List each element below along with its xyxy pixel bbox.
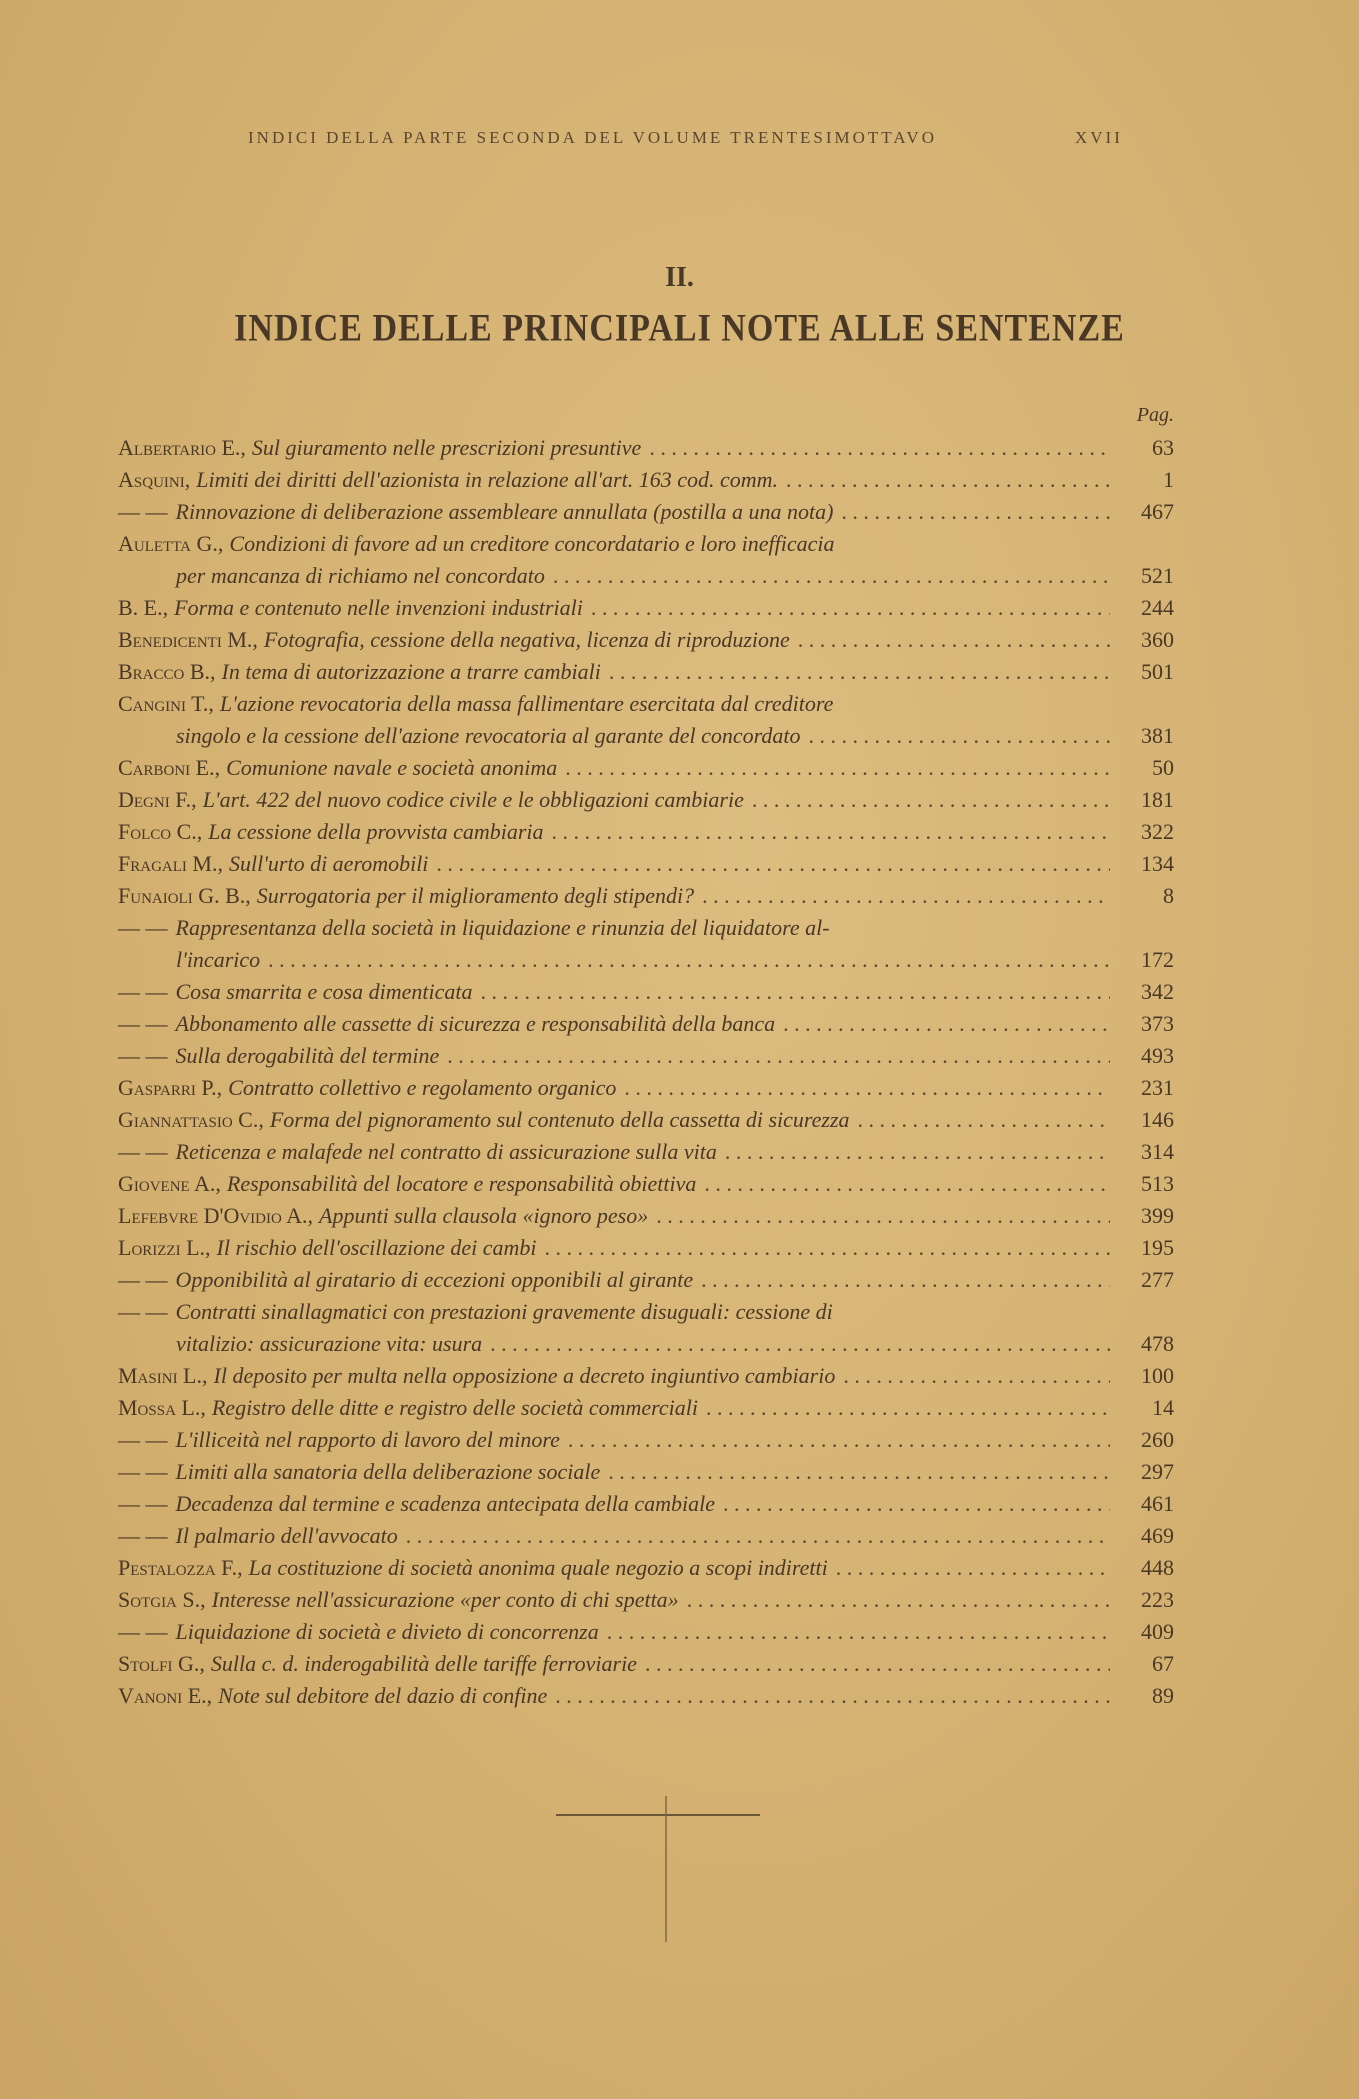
entry-title-continuation: singolo e la cessione dell'azione revocatoria al garante del concordato bbox=[176, 723, 801, 748]
entry-title: Cosa smarrita e cosa dimenticata bbox=[175, 979, 473, 1004]
index-entry bbox=[118, 1520, 1174, 1552]
entry-author: B. E., bbox=[118, 595, 169, 620]
ditto-dash: — — bbox=[118, 1491, 168, 1516]
entry-title-continuation: vitalizio: assicurazione vita: usura bbox=[176, 1331, 483, 1356]
entry-author: Auletta G., bbox=[118, 531, 224, 556]
index-entry bbox=[118, 1104, 1174, 1136]
dot-leader bbox=[447, 1040, 1110, 1072]
index-entry bbox=[118, 1456, 1174, 1488]
dot-leader bbox=[565, 752, 1110, 784]
index-entry-continuation bbox=[118, 560, 1174, 592]
entry-page: 461 bbox=[1141, 1491, 1174, 1516]
entry-title: Sulla derogabilità del termine bbox=[175, 1043, 440, 1068]
running-header: INDICI DELLA PARTE SECONDA DEL VOLUME TRENTESIMOTTAVO bbox=[248, 128, 937, 147]
dot-leader bbox=[609, 656, 1110, 688]
entry-title: Registro delle ditte e registro delle società commerciali bbox=[211, 1395, 698, 1420]
index-entry bbox=[118, 1136, 1174, 1168]
entry-page: 381 bbox=[1141, 723, 1174, 748]
section-number: II. bbox=[665, 262, 694, 293]
entry-author: Stolfi G., bbox=[118, 1651, 205, 1676]
entry-title: Reticenza e malafede nel contratto di assicurazione sulla vita bbox=[175, 1139, 717, 1164]
entry-author: Albertario E., bbox=[118, 435, 246, 460]
entry-title: Liquidazione di società e divieto di concorrenza bbox=[175, 1619, 599, 1644]
ditto-dash: — — bbox=[118, 1427, 168, 1452]
index-list bbox=[118, 432, 1174, 1712]
entry-title: Il deposito per multa nella opposizione a decreto ingiuntivo cambiario bbox=[213, 1363, 836, 1388]
index-entry bbox=[118, 624, 1174, 656]
index-entry bbox=[118, 880, 1174, 912]
index-entry bbox=[118, 496, 1174, 528]
entry-title: Note sul debitore del dazio di confine bbox=[218, 1683, 548, 1708]
dot-leader bbox=[786, 464, 1110, 496]
dot-leader bbox=[490, 1328, 1110, 1360]
ditto-dash: — — bbox=[118, 1299, 168, 1324]
index-entry-continuation bbox=[118, 944, 1174, 976]
index-entry bbox=[118, 1552, 1174, 1584]
index-entry bbox=[118, 1680, 1174, 1712]
index-entry bbox=[118, 528, 1174, 560]
entry-title: Surrogatoria per il miglioramento degli stipendi? bbox=[256, 883, 695, 908]
dot-leader bbox=[836, 1552, 1110, 1584]
dot-leader bbox=[649, 432, 1110, 464]
entry-title: Comunione navale e società anonima bbox=[226, 755, 558, 780]
entry-author: Degni F., bbox=[118, 787, 197, 812]
entry-title: Il palmario dell'avvocato bbox=[175, 1523, 398, 1548]
entry-page: 342 bbox=[1141, 979, 1174, 1004]
ornament-rule bbox=[556, 1814, 760, 1816]
dot-leader bbox=[545, 1232, 1110, 1264]
entry-page: 297 bbox=[1141, 1459, 1174, 1484]
entry-author: Folco C., bbox=[118, 819, 203, 844]
dot-leader bbox=[783, 1008, 1110, 1040]
index-entry bbox=[118, 1392, 1174, 1424]
dot-leader bbox=[701, 1264, 1110, 1296]
entry-page: 244 bbox=[1141, 595, 1174, 620]
entry-title: L'art. 422 del nuovo codice civile e le obbligazioni cambiarie bbox=[202, 787, 744, 812]
entry-page: 409 bbox=[1141, 1619, 1174, 1644]
index-entry bbox=[118, 688, 1174, 720]
entry-title: Responsabilità del locatore e responsabilità obiettiva bbox=[226, 1171, 697, 1196]
dot-leader bbox=[608, 1456, 1110, 1488]
entry-title: La cessione della provvista cambiaria bbox=[208, 819, 544, 844]
entry-title: La costituzione di società anonima quale negozio a scopi indiretti bbox=[248, 1555, 828, 1580]
dot-leader bbox=[798, 624, 1110, 656]
index-entry bbox=[118, 784, 1174, 816]
ditto-dash: — — bbox=[118, 1011, 168, 1036]
dot-leader bbox=[723, 1488, 1110, 1520]
dot-leader bbox=[436, 848, 1110, 880]
entry-author: Giannattasio C., bbox=[118, 1107, 264, 1132]
index-entry bbox=[118, 464, 1174, 496]
index-entry bbox=[118, 1296, 1174, 1328]
entry-author: Lefebvre D'Ovidio A., bbox=[118, 1203, 314, 1228]
entry-title: Fotografia, cessione della negativa, licenza di riproduzione bbox=[263, 627, 790, 652]
entry-page: 89 bbox=[1152, 1683, 1174, 1708]
entry-page: 181 bbox=[1141, 787, 1174, 812]
dot-leader bbox=[555, 1680, 1110, 1712]
entry-title-continuation: per mancanza di richiamo nel concordato bbox=[176, 563, 545, 588]
entry-title: Contratti sinallagmatici con prestazioni gravemente disuguali: cessione di bbox=[175, 1299, 833, 1324]
index-entry bbox=[118, 1424, 1174, 1456]
entry-page: 134 bbox=[1141, 851, 1174, 876]
dot-leader bbox=[645, 1648, 1110, 1680]
entry-title: Limiti alla sanatoria della deliberazione sociale bbox=[175, 1459, 601, 1484]
ditto-dash: — — bbox=[118, 499, 168, 524]
dot-leader bbox=[843, 1360, 1110, 1392]
entry-title: Sulla c. d. inderogabilità delle tariffe ferroviarie bbox=[210, 1651, 637, 1676]
entry-page: 172 bbox=[1141, 947, 1174, 972]
entry-title-continuation: l'incarico bbox=[176, 947, 261, 972]
dot-leader bbox=[704, 1168, 1110, 1200]
ditto-dash: — — bbox=[118, 1523, 168, 1548]
index-entry bbox=[118, 752, 1174, 784]
index-entry bbox=[118, 1200, 1174, 1232]
dot-leader bbox=[552, 816, 1110, 848]
index-entry bbox=[118, 656, 1174, 688]
entry-page: 231 bbox=[1141, 1075, 1174, 1100]
entry-page: 493 bbox=[1141, 1043, 1174, 1068]
index-entry bbox=[118, 1584, 1174, 1616]
entry-page: 195 bbox=[1141, 1235, 1174, 1260]
dot-leader bbox=[702, 880, 1110, 912]
entry-page: 50 bbox=[1152, 755, 1174, 780]
dot-leader bbox=[607, 1616, 1110, 1648]
index-entry bbox=[118, 592, 1174, 624]
index-entry bbox=[118, 848, 1174, 880]
entry-title: In tema di autorizzazione a trarre cambiali bbox=[221, 659, 601, 684]
dot-leader bbox=[568, 1424, 1110, 1456]
index-entry bbox=[118, 1616, 1174, 1648]
entry-page: 67 bbox=[1152, 1651, 1174, 1676]
index-entry bbox=[118, 1040, 1174, 1072]
entry-title: L'illiceità nel rapporto di lavoro del minore bbox=[175, 1427, 560, 1452]
entry-page: 314 bbox=[1141, 1139, 1174, 1164]
entry-title: Forma del pignoramento sul contenuto della cassetta di sicurezza bbox=[269, 1107, 850, 1132]
entry-page: 322 bbox=[1141, 819, 1174, 844]
entry-page: 478 bbox=[1141, 1331, 1174, 1356]
index-entry bbox=[118, 1648, 1174, 1680]
entry-title: Rinnovazione di deliberazione assembleare annullata (postilla a una nota) bbox=[175, 499, 834, 524]
entry-page: 399 bbox=[1141, 1203, 1174, 1228]
dot-leader bbox=[624, 1072, 1110, 1104]
entry-author: Pestalozza F., bbox=[118, 1555, 243, 1580]
entry-page: 260 bbox=[1141, 1427, 1174, 1452]
dot-leader bbox=[706, 1392, 1110, 1424]
entry-title: Limiti dei diritti dell'azionista in relazione all'art. 163 cod. comm. bbox=[196, 467, 779, 492]
ditto-dash: — — bbox=[118, 915, 168, 940]
index-entry bbox=[118, 816, 1174, 848]
page-column-label: Pag. bbox=[1136, 404, 1174, 426]
ornament-crease bbox=[665, 1796, 667, 1942]
entry-page: 521 bbox=[1141, 563, 1174, 588]
entry-page: 8 bbox=[1163, 883, 1174, 908]
entry-author: Bracco B., bbox=[118, 659, 216, 684]
entry-author: Masini L., bbox=[118, 1363, 208, 1388]
dot-leader bbox=[841, 496, 1110, 528]
dot-leader bbox=[553, 560, 1110, 592]
dot-leader bbox=[725, 1136, 1110, 1168]
ditto-dash: — — bbox=[118, 1619, 168, 1644]
index-entry bbox=[118, 1008, 1174, 1040]
section-title: INDICE DELLE PRINCIPALI NOTE ALLE SENTENZE bbox=[234, 307, 1125, 350]
entry-page: 100 bbox=[1141, 1363, 1174, 1388]
entry-page: 448 bbox=[1141, 1555, 1174, 1580]
index-entry bbox=[118, 1360, 1174, 1392]
entry-page: 223 bbox=[1141, 1587, 1174, 1612]
index-entry-continuation bbox=[118, 1328, 1174, 1360]
entry-page: 360 bbox=[1141, 627, 1174, 652]
entry-title: Forma e contenuto nelle invenzioni industriali bbox=[174, 595, 583, 620]
entry-title: Opponibilità al giratario di eccezioni opponibili al girante bbox=[175, 1267, 694, 1292]
dot-leader bbox=[591, 592, 1110, 624]
entry-author: Carboni E., bbox=[118, 755, 221, 780]
entry-author: Asquini, bbox=[118, 467, 191, 492]
dot-leader bbox=[752, 784, 1110, 816]
entry-page: 277 bbox=[1141, 1267, 1174, 1292]
entry-title: Appunti sulla clausola «ignoro peso» bbox=[319, 1203, 649, 1228]
index-entry bbox=[118, 1264, 1174, 1296]
ditto-dash: — — bbox=[118, 1043, 168, 1068]
index-entry bbox=[118, 1072, 1174, 1104]
entry-author: Cangini T., bbox=[118, 691, 214, 716]
entry-author: Vanoni E., bbox=[118, 1683, 213, 1708]
entry-page: 513 bbox=[1141, 1171, 1174, 1196]
dot-leader bbox=[687, 1584, 1110, 1616]
entry-author: Benedicenti M., bbox=[118, 627, 258, 652]
index-entry bbox=[118, 912, 1174, 944]
entry-page: 63 bbox=[1152, 435, 1174, 460]
entry-page: 14 bbox=[1152, 1395, 1174, 1420]
index-entry bbox=[118, 1168, 1174, 1200]
dot-leader bbox=[406, 1520, 1110, 1552]
page-folio: XVII bbox=[1075, 128, 1123, 147]
entry-author: Giovene A., bbox=[118, 1171, 221, 1196]
entry-author: Fragali M., bbox=[118, 851, 223, 876]
index-entry-continuation bbox=[118, 720, 1174, 752]
dot-leader bbox=[656, 1200, 1110, 1232]
entry-title: Decadenza dal termine e scadenza antecipata della cambiale bbox=[175, 1491, 715, 1516]
entry-author: Funaioli G. B., bbox=[118, 883, 251, 908]
entry-page: 1 bbox=[1163, 467, 1174, 492]
entry-title: Sul giuramento nelle prescrizioni presuntive bbox=[251, 435, 642, 460]
entry-title: Sull'urto di aeromobili bbox=[228, 851, 429, 876]
entry-author: Sotgia S., bbox=[118, 1587, 206, 1612]
entry-title: Rappresentanza della società in liquidazione e rinunzia del liquidatore al- bbox=[175, 915, 830, 940]
entry-title: Contratto collettivo e regolamento organico bbox=[228, 1075, 617, 1100]
index-entry bbox=[118, 432, 1174, 464]
entry-title: Il rischio dell'oscillazione dei cambi bbox=[216, 1235, 537, 1260]
entry-page: 373 bbox=[1141, 1011, 1174, 1036]
ditto-dash: — — bbox=[118, 1139, 168, 1164]
entry-page: 467 bbox=[1141, 499, 1174, 524]
ditto-dash: — — bbox=[118, 1267, 168, 1292]
index-entry bbox=[118, 976, 1174, 1008]
entry-title: Abbonamento alle cassette di sicurezza e responsabilità della banca bbox=[175, 1011, 776, 1036]
ditto-dash: — — bbox=[118, 1459, 168, 1484]
entry-page: 501 bbox=[1141, 659, 1174, 684]
entry-author: Mossa L., bbox=[118, 1395, 206, 1420]
dot-leader bbox=[808, 720, 1110, 752]
entry-page: 146 bbox=[1141, 1107, 1174, 1132]
ditto-dash: — — bbox=[118, 979, 168, 1004]
entry-author: Gasparri P., bbox=[118, 1075, 223, 1100]
dot-leader bbox=[858, 1104, 1110, 1136]
entry-author: Lorizzi L., bbox=[118, 1235, 211, 1260]
entry-page: 469 bbox=[1141, 1523, 1174, 1548]
entry-title: L'azione revocatoria della massa fallimentare esercitata dal creditore bbox=[219, 691, 834, 716]
dot-leader bbox=[481, 976, 1111, 1008]
index-entry bbox=[118, 1488, 1174, 1520]
entry-title: Condizioni di favore ad un creditore concordatario e loro inefficacia bbox=[229, 531, 835, 556]
index-entry bbox=[118, 1232, 1174, 1264]
dot-leader bbox=[268, 944, 1110, 976]
entry-title: Interesse nell'assicurazione «per conto di chi spetta» bbox=[211, 1587, 679, 1612]
